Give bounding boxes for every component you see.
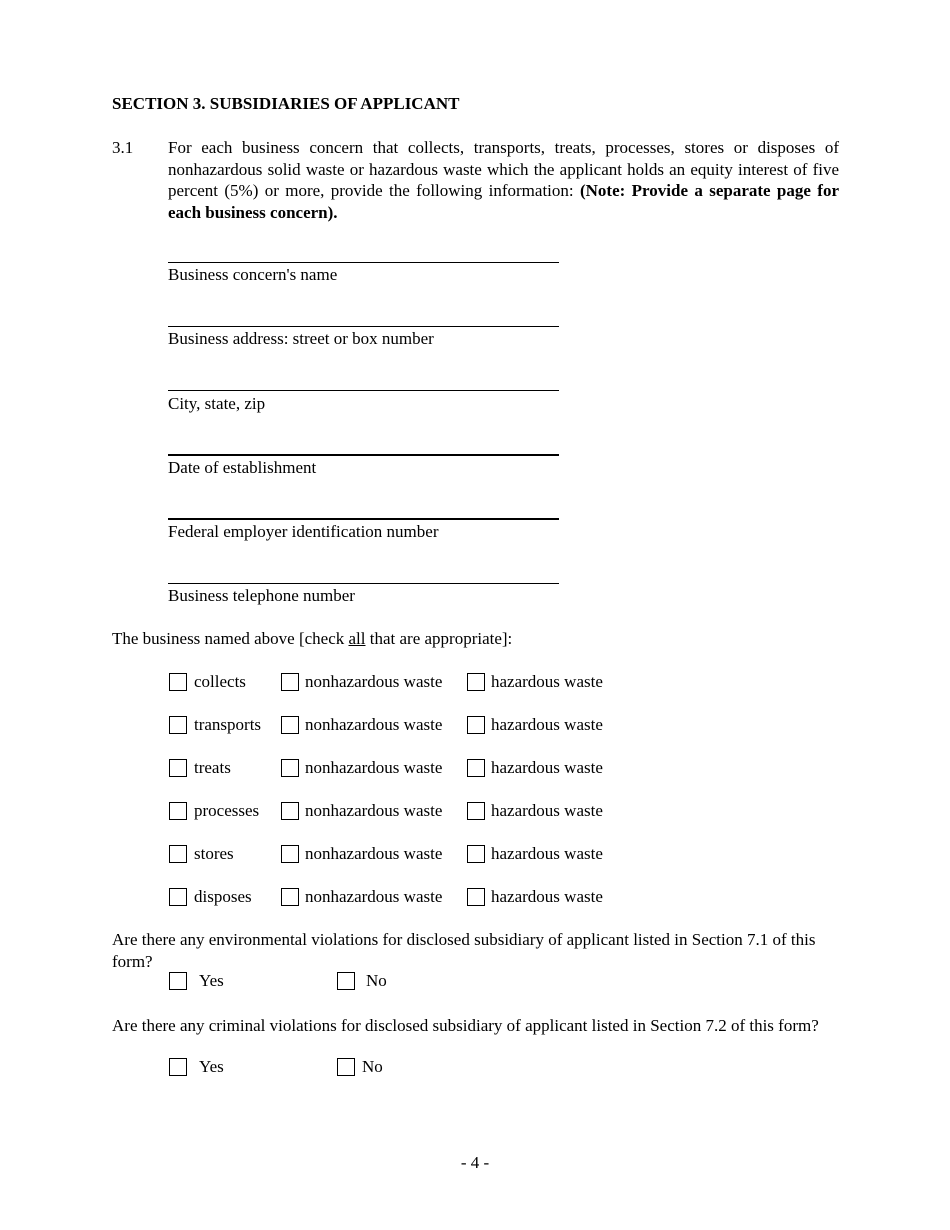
treats-hazardous-checkbox[interactable]	[467, 759, 485, 777]
stores-nonhazardous-checkbox[interactable]	[281, 845, 299, 863]
item-number: 3.1	[112, 138, 134, 157]
business-name-line[interactable]	[168, 262, 559, 263]
collects-nonhazardous-checkbox[interactable]	[281, 673, 299, 691]
collects-nonhazardous-label: nonhazardous waste	[305, 672, 443, 691]
environmental-no-label: No	[366, 971, 387, 990]
stores-hazardous-label: hazardous waste	[491, 844, 603, 863]
collects-checkbox[interactable]	[169, 673, 187, 691]
transports-hazardous-checkbox[interactable]	[467, 716, 485, 734]
section-heading: SECTION 3. SUBSIDIARIES OF APPLICANT	[112, 94, 460, 113]
transports-nonhazardous-label: nonhazardous waste	[305, 715, 443, 734]
disposes-checkbox[interactable]	[169, 888, 187, 906]
criminal-yes-label: Yes	[199, 1057, 224, 1076]
checklist-intro	[112, 629, 512, 649]
fein-label: Federal employer identification number	[168, 522, 439, 541]
checklist-intro-after: that are appropriate]:	[365, 629, 513, 648]
processes-hazardous-label: hazardous waste	[491, 801, 603, 820]
item-instructions	[168, 137, 839, 223]
business-address-line[interactable]	[168, 326, 559, 327]
city-state-zip-label: City, state, zip	[168, 394, 266, 413]
treats-nonhazardous-label: nonhazardous waste	[305, 758, 443, 777]
stores-label: stores	[194, 844, 234, 863]
checklist-intro-underlined: all	[348, 629, 366, 648]
business-address-label: Business address: street or box number	[168, 329, 434, 348]
city-state-zip-line[interactable]	[168, 390, 559, 391]
transports-checkbox[interactable]	[169, 716, 187, 734]
criminal-yes-checkbox[interactable]	[169, 1058, 187, 1076]
page-number: - 4 -	[460, 1153, 490, 1172]
transports-nonhazardous-checkbox[interactable]	[281, 716, 299, 734]
processes-hazardous-checkbox[interactable]	[467, 802, 485, 820]
treats-hazardous-label: hazardous waste	[491, 758, 603, 777]
processes-nonhazardous-label: nonhazardous waste	[305, 801, 443, 820]
transports-label: transports	[194, 715, 262, 734]
business-phone-label: Business telephone number	[168, 586, 355, 605]
disposes-nonhazardous-label: nonhazardous waste	[305, 887, 443, 906]
collects-hazardous-label: hazardous waste	[491, 672, 603, 691]
processes-checkbox[interactable]	[169, 802, 187, 820]
fein-line[interactable]	[168, 518, 559, 520]
treats-nonhazardous-checkbox[interactable]	[281, 759, 299, 777]
environmental-no-checkbox[interactable]	[337, 972, 355, 990]
item-note: (Note: Provide a separate page for each business concern).	[168, 181, 839, 222]
disposes-nonhazardous-checkbox[interactable]	[281, 888, 299, 906]
item-instructions-text: For each business concern that collects, transports, treats, processes, stores or disposes of nonhazardous solid waste or hazardous waste which the applicant holds an equity interest of five percent (5%) or more, provide the following information:	[168, 138, 839, 200]
stores-hazardous-checkbox[interactable]	[467, 845, 485, 863]
transports-hazardous-label: hazardous waste	[491, 715, 603, 734]
collects-label: collects	[194, 672, 246, 691]
disposes-label: disposes	[194, 887, 252, 906]
processes-nonhazardous-checkbox[interactable]	[281, 802, 299, 820]
criminal-violations-question: Are there any criminal violations for disclosed subsidiary of applicant listed in Section 7.2 of this form?	[112, 1016, 819, 1035]
disposes-hazardous-checkbox[interactable]	[467, 888, 485, 906]
treats-label: treats	[194, 758, 231, 777]
date-established-label: Date of establishment	[168, 458, 317, 477]
stores-checkbox[interactable]	[169, 845, 187, 863]
environmental-violations-question: Are there any environmental violations for disclosed subsidiary of applicant listed in Section 7.1 of this form?	[112, 930, 816, 971]
environmental-yes-checkbox[interactable]	[169, 972, 187, 990]
processes-label: processes	[194, 801, 260, 820]
checklist-intro-before: The business named above [check	[112, 629, 349, 648]
business-phone-line[interactable]	[168, 583, 559, 584]
stores-nonhazardous-label: nonhazardous waste	[305, 844, 443, 863]
collects-hazardous-checkbox[interactable]	[467, 673, 485, 691]
business-name-label: Business concern's name	[168, 265, 338, 284]
disposes-hazardous-label: hazardous waste	[491, 887, 603, 906]
treats-checkbox[interactable]	[169, 759, 187, 777]
date-established-line[interactable]	[168, 454, 559, 456]
environmental-yes-label: Yes	[199, 971, 224, 990]
criminal-no-label: No	[362, 1057, 383, 1076]
criminal-no-checkbox[interactable]	[337, 1058, 355, 1076]
